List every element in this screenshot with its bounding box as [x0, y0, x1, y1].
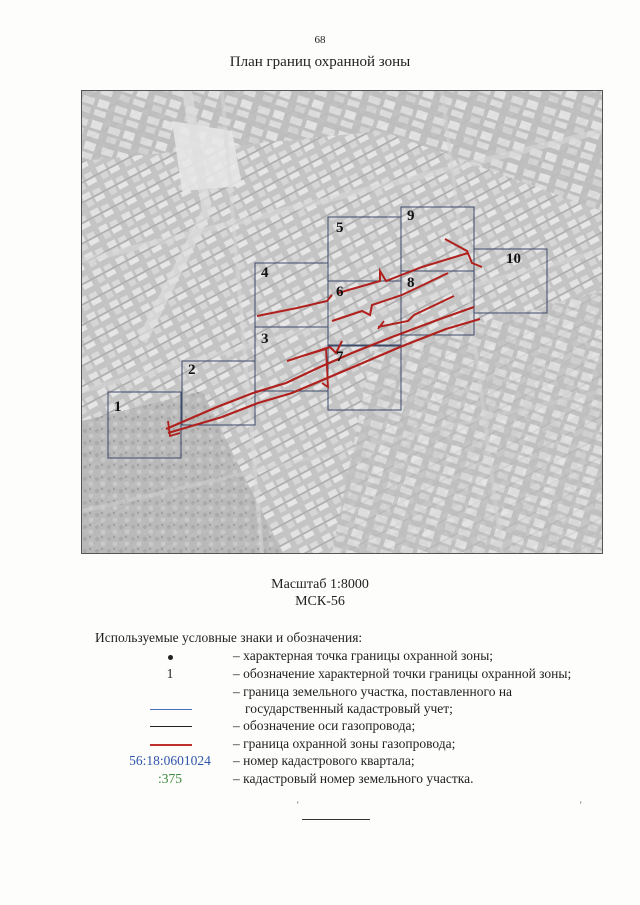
text-symbol: :375 — [157, 771, 182, 786]
aerial-map-image — [82, 91, 602, 553]
sheet-label: 5 — [336, 220, 344, 236]
sheet-label: 1 — [114, 399, 122, 415]
legend-row — [95, 666, 625, 683]
legend-row — [95, 701, 625, 718]
sheet-label: 6 — [336, 284, 344, 300]
sheet-label: 7 — [336, 349, 344, 365]
legend-text: – граница охранной зоны газопровода; — [233, 736, 456, 751]
legend-text: – номер кадастрового квартала; — [233, 753, 415, 768]
legend-text: государственный кадастровый учет; — [245, 701, 453, 716]
scale-block — [0, 576, 640, 610]
sheet-label: 8 — [407, 275, 415, 291]
protection-zone-map — [81, 90, 603, 554]
red-line-icon — [150, 744, 192, 746]
black-line-icon — [150, 726, 192, 727]
legend-text: – обозначение оси газопровода; — [233, 718, 416, 733]
text-symbol: 56:18:0601024 — [129, 753, 211, 768]
sheet-label: 3 — [261, 331, 269, 347]
signature-line — [302, 819, 370, 820]
legend-text: – кадастровый номер земельного участка. — [233, 771, 474, 786]
legend-row — [95, 736, 625, 753]
legend-text: – обозначение характерной точки границы охранной зоны; — [233, 666, 572, 681]
page-mark: ' — [580, 800, 582, 810]
legend-heading: Используемые условные знаки и обозначения: — [95, 630, 363, 645]
page-title: План границ охранной зоны — [229, 54, 411, 70]
sheet-label: 10 — [506, 251, 521, 267]
sheet-label: 9 — [407, 208, 415, 224]
text-symbol: 1 — [166, 666, 174, 681]
dot-icon — [168, 655, 173, 660]
sheet-label: 4 — [261, 265, 269, 281]
legend-text: – характерная точка границы охранной зоны; — [233, 648, 494, 663]
legend-row — [95, 771, 625, 788]
legend-row — [95, 718, 625, 735]
legend-text: – граница земельного участка, поставленного на — [233, 684, 513, 699]
point-symbol — [95, 648, 245, 664]
legend-row — [95, 684, 625, 701]
scale-text: Масштаб 1:8000 — [271, 577, 369, 592]
blue-line-icon — [150, 709, 192, 710]
page-number: 68 — [314, 34, 326, 46]
page-mark: ' — [297, 800, 299, 810]
legend-row — [95, 648, 625, 665]
coordinate-system: МСК-56 — [295, 594, 345, 609]
legend-row — [95, 753, 625, 770]
sheet-label: 2 — [188, 362, 196, 378]
